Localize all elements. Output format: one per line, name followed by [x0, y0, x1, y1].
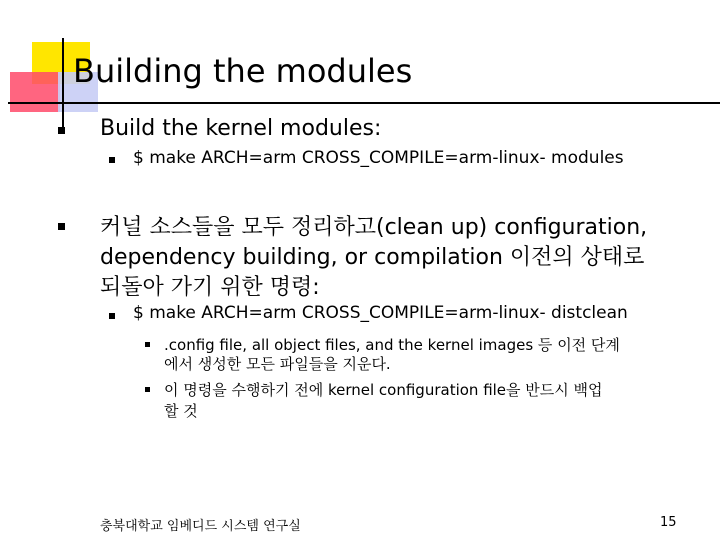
- slide-title: Building the modules: [73, 52, 413, 90]
- sub-bullet-text: $ make ARCH=arm CROSS_COMPILE=arm-linux- distclean: [133, 303, 628, 323]
- footer-text: 충북대학교 임베디드 시스템 연구실: [100, 519, 301, 534]
- bullet-text-line: 커널 소스들을 모두 정리하고(clean up) configuration,: [100, 215, 648, 240]
- sub-sub-bullet-marker: [145, 342, 150, 347]
- bullet-text-line: dependency building, or compilation 이전의 상태로: [100, 245, 645, 270]
- bullet-marker: [58, 223, 65, 230]
- sub-bullet-text: $ make ARCH=arm CROSS_COMPILE=arm-linux- modules: [133, 148, 624, 168]
- decor-red-square: [10, 72, 60, 112]
- sub-sub-bullet-text-line: 할 것: [164, 402, 198, 420]
- bullet-marker: [58, 127, 65, 134]
- sub-sub-bullet-text-line: 에서 생성한 모든 파일들을 지운다.: [164, 355, 391, 373]
- sub-bullet-marker: [109, 313, 115, 319]
- sub-sub-bullet-marker: [145, 387, 150, 392]
- page-number: 15: [660, 515, 677, 530]
- decor-vertical-line: [62, 38, 64, 130]
- sub-sub-bullet-text-line: .config file, all object files, and the kernel images 등 이전 단계: [164, 336, 620, 354]
- bullet-text: Build the kernel modules:: [100, 116, 382, 141]
- title-underline: [8, 102, 720, 104]
- sub-bullet-marker: [109, 157, 115, 163]
- sub-sub-bullet-text-line: 이 명령을 수행하기 전에 kernel configuration file을 반드시 백업: [164, 381, 603, 399]
- bullet-text-line: 되돌아 가기 위한 명령:: [100, 275, 320, 300]
